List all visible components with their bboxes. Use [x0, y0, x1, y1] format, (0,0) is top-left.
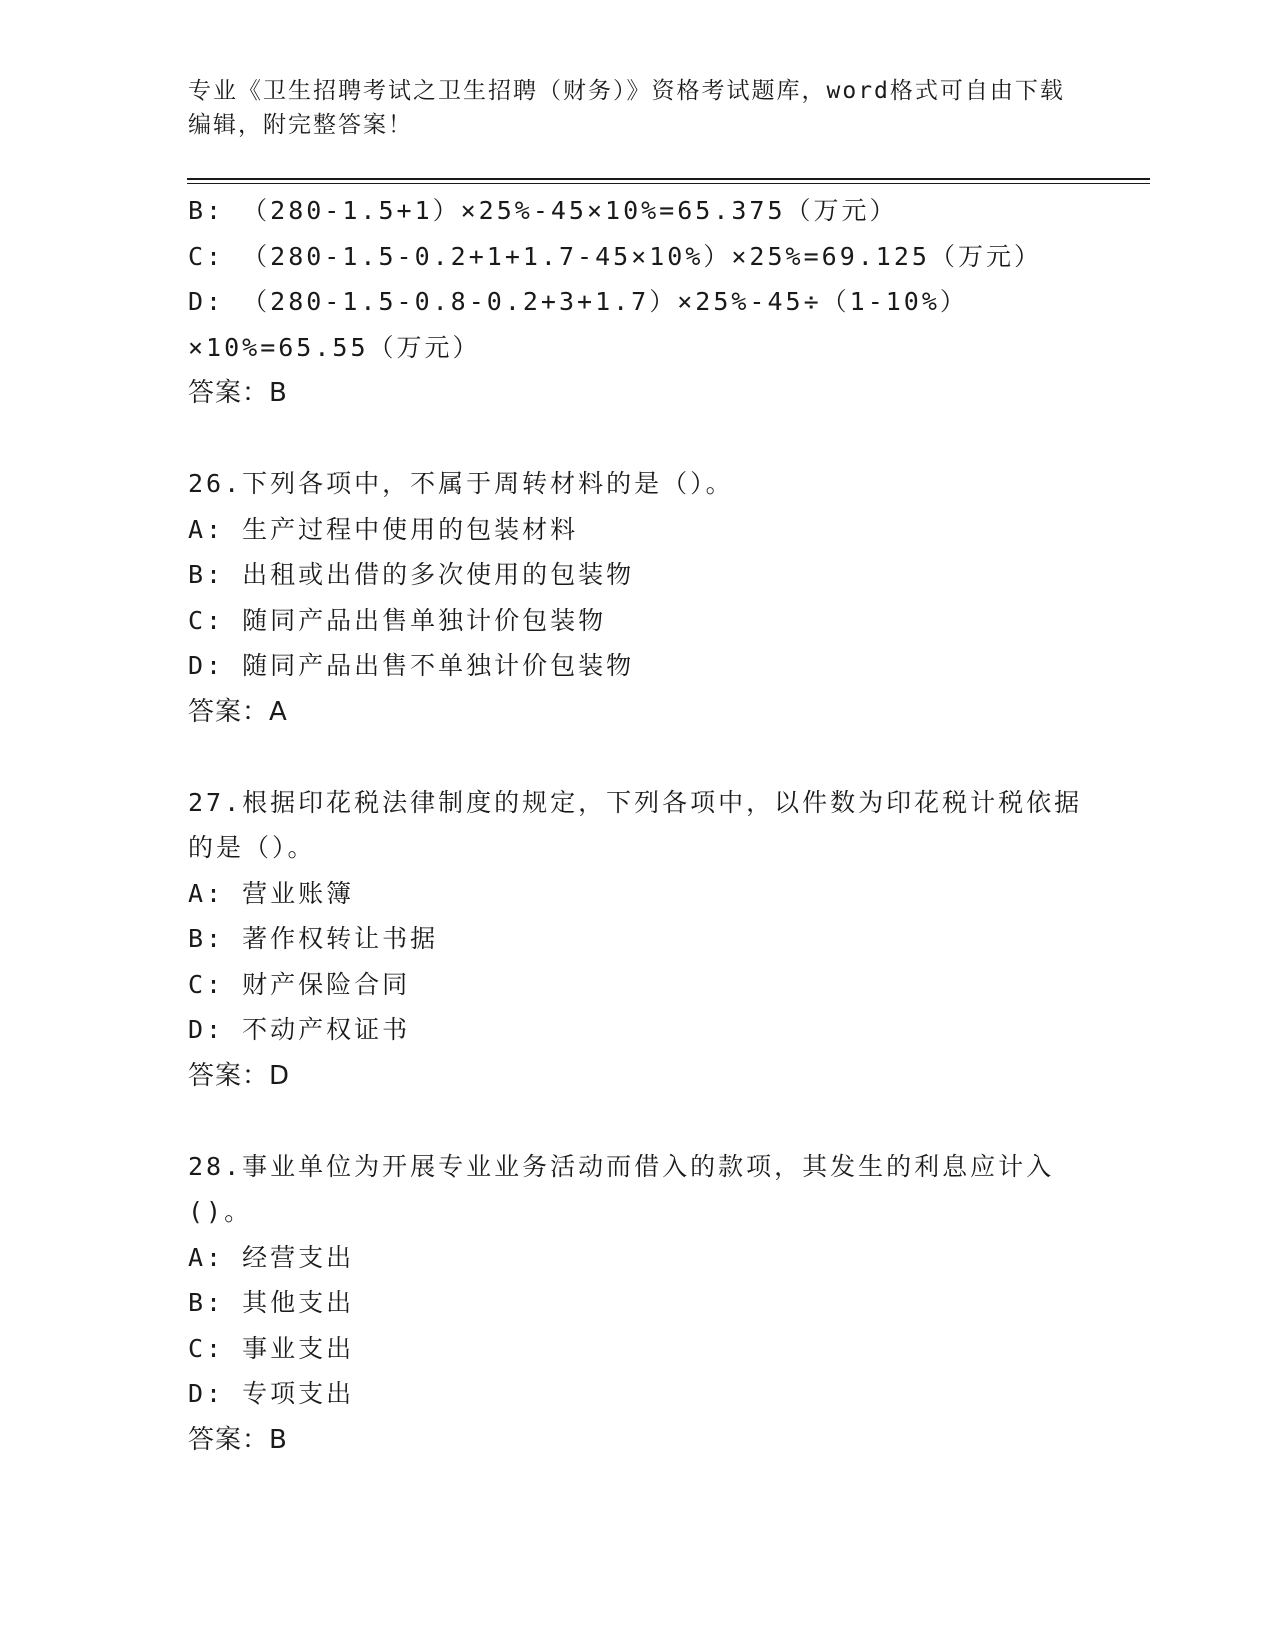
option-c: C: （280-1.5-0.2+1+1.7-45×10%）×25%=69.125（万元） — [188, 241, 1042, 271]
spacer — [188, 735, 1088, 780]
document-body — [188, 188, 1088, 1463]
option-d: D: （280-1.5-0.8-0.2+3+1.7）×25%-45÷（1-10%）×10%=65.55（万元） — [188, 287, 968, 362]
question-27 — [188, 780, 1088, 1099]
option-c: C: 随同产品出售单独计价包装物 — [188, 605, 607, 635]
document-header: 专业《卫生招聘考试之卫生招聘（财务）》资格考试题库，word格式可自由下载编辑，附完整答案！ — [188, 78, 1065, 138]
question-stem: 27.根据印花税法律制度的规定，下列各项中，以件数为印花税计税依据的是（）。 — [188, 787, 1083, 862]
header-divider-thin — [187, 183, 1150, 184]
question-28 — [188, 1144, 1088, 1463]
option-c: C: 事业支出 — [188, 1333, 355, 1363]
option-d: D: 专项支出 — [188, 1379, 355, 1408]
option-d: D: 不动产权证书 — [188, 1015, 411, 1044]
question-stem: 26.下列各项中，不属于周转材料的是（）。 — [188, 469, 734, 498]
option-a: A: 营业账簿 — [188, 878, 355, 908]
option-b: B: （280-1.5+1）×25%-45×10%=65.375（万元） — [188, 196, 898, 225]
option-d: D: 随同产品出售不单独计价包装物 — [188, 651, 635, 680]
spacer — [188, 1099, 1088, 1144]
previous-question-tail — [188, 188, 1088, 416]
question-26 — [188, 461, 1088, 735]
answer-line: 答案：A — [188, 696, 288, 727]
spacer — [188, 416, 1088, 461]
option-c: C: 财产保险合同 — [188, 969, 411, 999]
option-b: B: 著作权转让书据 — [188, 924, 439, 953]
answer-line: 答案：B — [188, 1424, 288, 1455]
question-stem: 28.事业单位为开展专业业务活动而借入的款项，其发生的利息应计入()。 — [188, 1151, 1055, 1226]
option-b: B: 其他支出 — [188, 1288, 355, 1317]
option-a: A: 生产过程中使用的包装材料 — [188, 514, 579, 544]
option-b: B: 出租或出借的多次使用的包装物 — [188, 560, 635, 589]
answer-line: 答案：B — [188, 378, 288, 408]
answer-line: 答案：D — [188, 1060, 291, 1091]
header-divider-thick — [187, 178, 1150, 180]
option-a: A: 经营支出 — [188, 1242, 355, 1272]
